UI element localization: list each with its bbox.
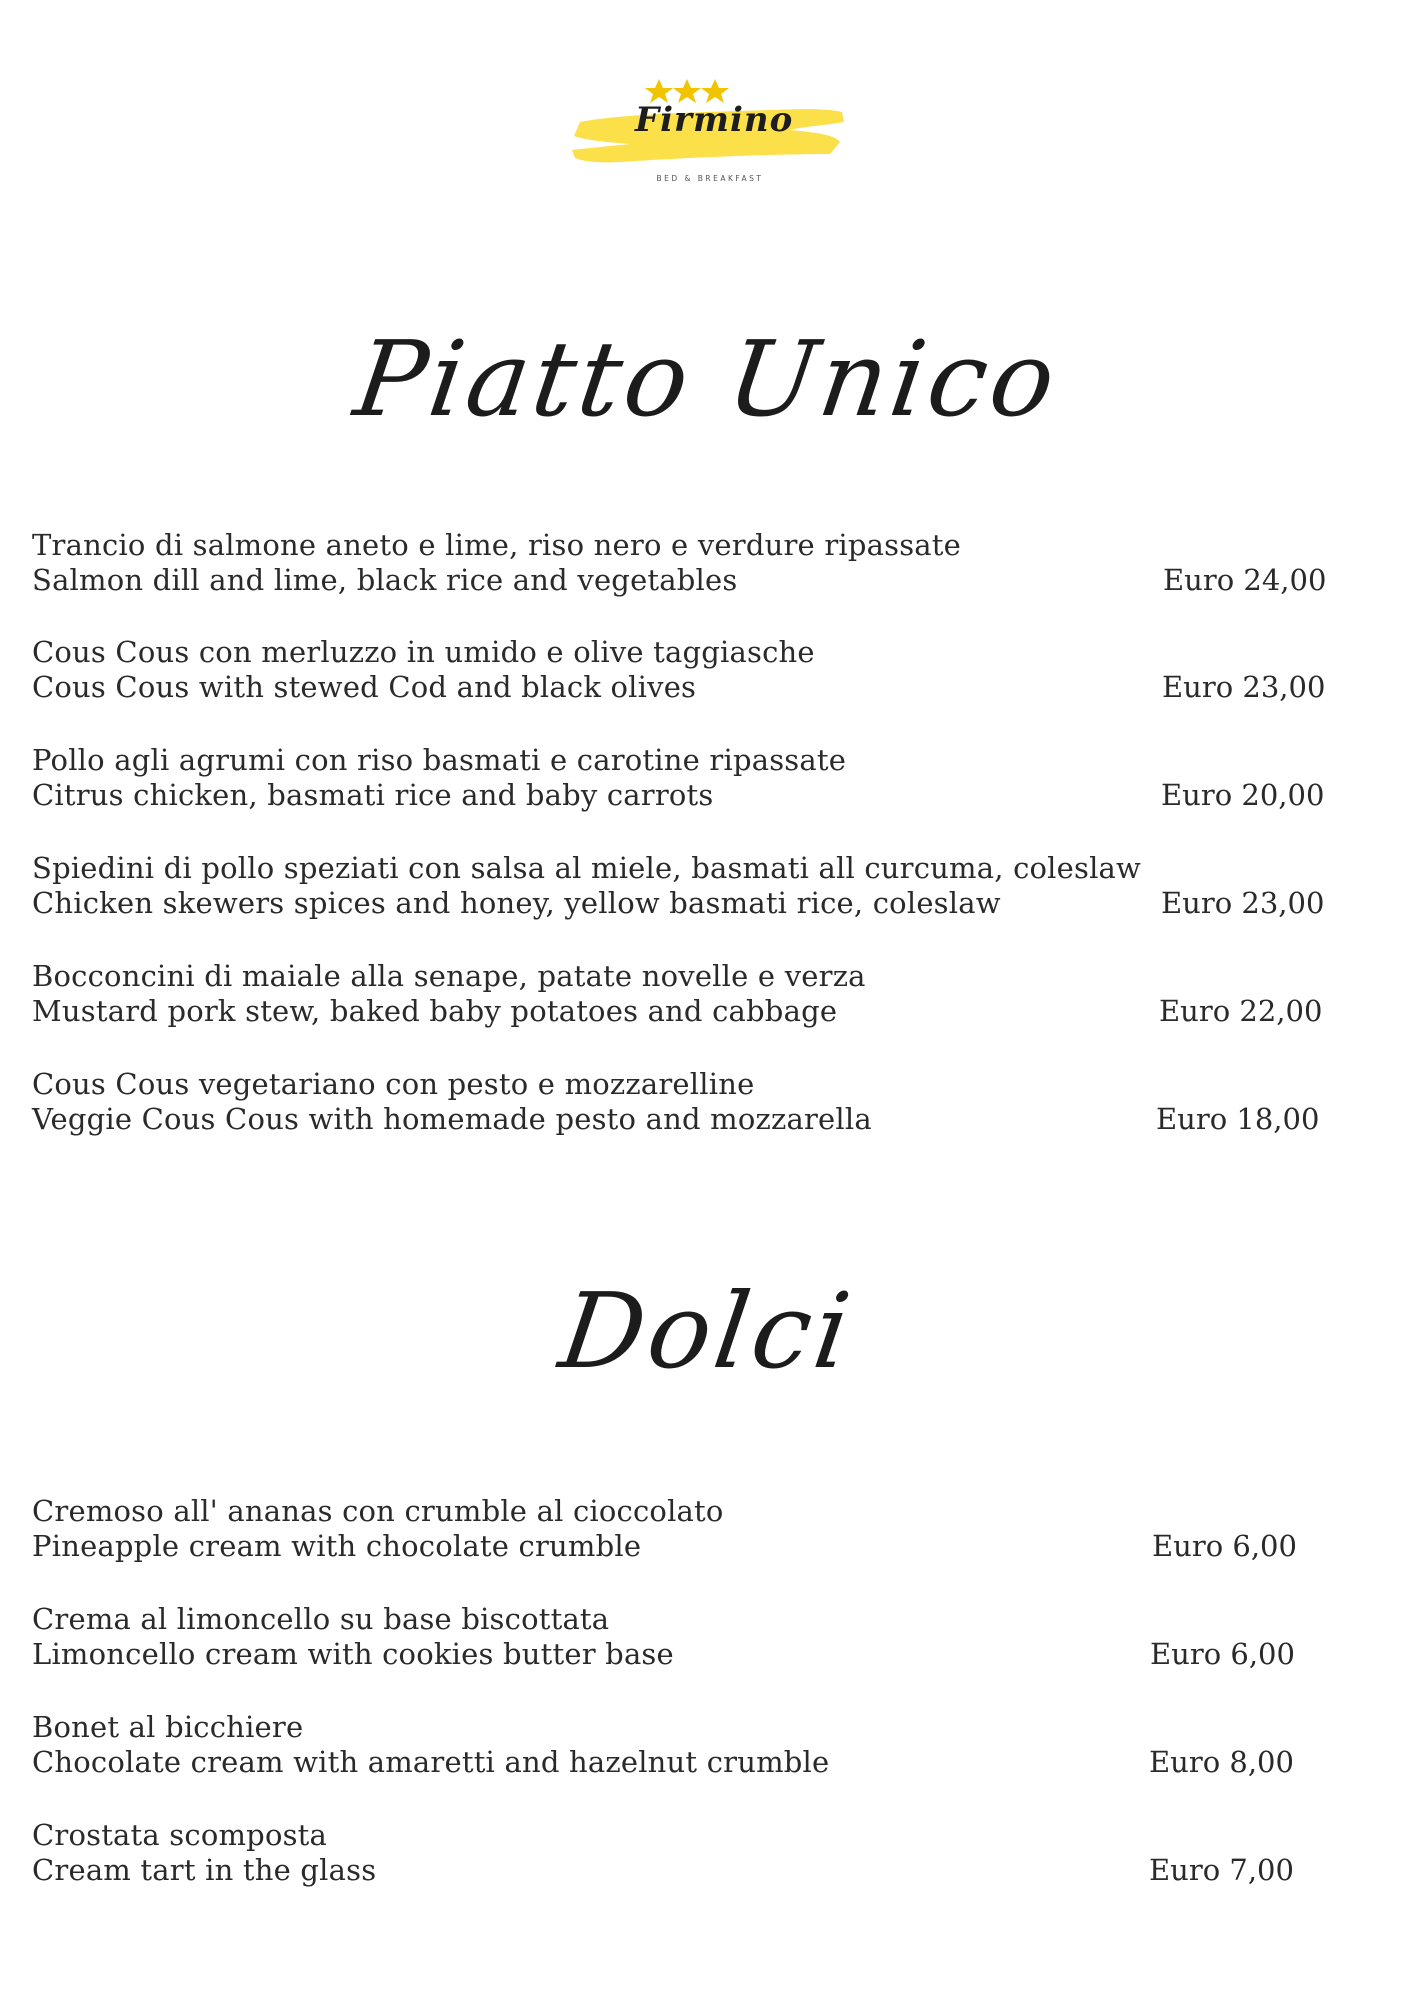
section-title-piatto-unico: Piatto Unico: [347, 318, 1067, 440]
item-price: Euro 24,00: [1163, 563, 1327, 597]
item-price: Euro 18,00: [1156, 1102, 1320, 1136]
menu-item: [32, 1818, 1352, 1888]
item-name-english: Mustard pork stew, baked baby potatoes and cabbage: [32, 994, 838, 1028]
item-name-english: Chocolate cream with amaretti and hazelnut crumble: [32, 1745, 830, 1779]
menu-item: [32, 1494, 1352, 1564]
logo-name: Firmino: [635, 100, 794, 140]
item-name-italian: Spiedini di pollo speziati con salsa al miele, basmati all curcuma, coleslaw: [32, 851, 1142, 885]
item-name-italian: Cremoso all' ananas con crumble al cioccolato: [32, 1494, 724, 1528]
item-name-english: Pineapple cream with chocolate crumble: [32, 1529, 642, 1563]
item-name-english: Citrus chicken, basmati rice and baby carrots: [32, 778, 714, 812]
item-name-italian: Cous Cous con merluzzo in umido e olive taggiasche: [32, 635, 815, 669]
item-name-italian: Trancio di salmone aneto e lime, riso nero e verdure ripassate: [32, 528, 961, 562]
item-name-english: Salmon dill and lime, black rice and vegetables: [32, 563, 738, 597]
menu-item: [32, 743, 1352, 813]
item-price: Euro 23,00: [1162, 670, 1326, 704]
item-name-italian: Pollo agli agrumi con riso basmati e carotine ripassate: [32, 743, 847, 777]
menu-item: [32, 851, 1352, 921]
item-name-english: Cream tart in the glass: [32, 1853, 377, 1887]
item-name-english: Limoncello cream with cookies butter base: [32, 1637, 674, 1671]
menu-item: [32, 528, 1352, 598]
item-price: Euro 23,00: [1161, 886, 1325, 920]
item-name-italian: Cous Cous vegetariano con pesto e mozzarelline: [32, 1067, 755, 1101]
item-price: Euro 22,00: [1159, 994, 1323, 1028]
item-price: Euro 7,00: [1149, 1853, 1294, 1887]
item-name-english: Cous Cous with stewed Cod and black olives: [32, 670, 697, 704]
item-price: Euro 6,00: [1150, 1637, 1295, 1671]
item-name-english: Veggie Cous Cous with homemade pesto and mozzarella: [32, 1102, 872, 1136]
menu-item: [32, 1602, 1352, 1672]
logo-subtitle: BED & BREAKFAST: [656, 174, 764, 183]
item-price: Euro 8,00: [1149, 1745, 1294, 1779]
section-title-dolci: Dolci: [553, 1270, 861, 1392]
menu-item: [32, 959, 1352, 1029]
menu-item: [32, 635, 1352, 705]
logo: [560, 70, 860, 190]
item-price: Euro 20,00: [1161, 778, 1325, 812]
menu-item: [32, 1067, 1352, 1137]
item-name-italian: Crostata scomposta: [32, 1818, 328, 1852]
item-name-italian: Bocconcini di maiale alla senape, patate novelle e verza: [32, 959, 866, 993]
menu-item: [32, 1710, 1352, 1780]
item-name-english: Chicken skewers spices and honey, yellow basmati rice, coleslaw: [32, 886, 1001, 920]
item-name-italian: Bonet al bicchiere: [32, 1710, 304, 1744]
item-price: Euro 6,00: [1152, 1529, 1297, 1563]
item-name-italian: Crema al limoncello su base biscottata: [32, 1602, 610, 1636]
